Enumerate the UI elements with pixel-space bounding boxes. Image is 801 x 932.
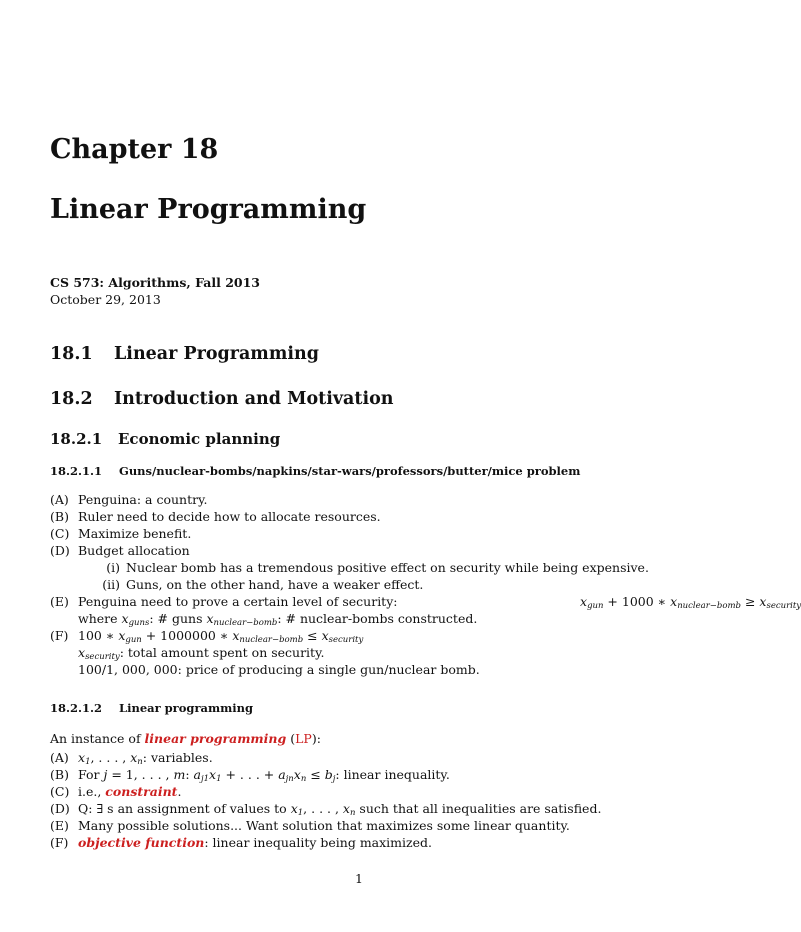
course-name: CS 573: Algorithms, Fall 2013 <box>50 275 261 290</box>
list-item: (D) Budget allocation <box>50 543 190 558</box>
list-item: (D) Q: ∃ s an assignment of values to x1, . . . , xn such that all inequalities are satisfied. <box>50 801 602 818</box>
list-item: (B) Ruler need to decide how to allocate resources. <box>50 509 381 524</box>
list-item: (F) objective function: linear inequality being maximized. <box>50 835 432 850</box>
section-title: Linear Programming <box>114 344 319 364</box>
term-constraint: constraint <box>105 784 178 799</box>
list-item: (A) Penguina: a country. <box>50 492 208 507</box>
chapter-title: Linear Programming <box>50 194 367 225</box>
term-linear-programming: linear programming <box>144 731 287 746</box>
subsubsection-title: Guns/nuclear-bombs/napkins/star-wars/professors/butter/mice problem <box>119 464 581 478</box>
chapter-number: Chapter 18 <box>50 134 219 165</box>
subsubsection-heading-2 <box>50 701 253 715</box>
subsection-number: 18.2.1 <box>50 430 103 448</box>
term-objective-function: objective function <box>78 835 205 850</box>
list-item: (C) i.e., constraint. <box>50 784 182 799</box>
section-number: 18.2 <box>50 389 93 409</box>
list-item: (F) 100 ∗ xgun + 1000000 ∗ xnuclear−bomb ≤ xsecurity <box>50 628 364 645</box>
subsubsection-title: Linear programming <box>119 701 254 715</box>
list-subitem: (i) Nuclear bomb has a tremendous positive effect on security while being expensive. <box>106 560 649 575</box>
list-item-continued: 100/1, 000, 000: price of producing a single gun/nuclear bomb. <box>78 662 480 677</box>
section-title: Introduction and Motivation <box>114 389 394 409</box>
lp-definition-list <box>50 749 601 851</box>
section-heading-2 <box>50 389 394 409</box>
lp-intro: An instance of linear programming (LP): <box>50 731 321 746</box>
problem-list <box>50 491 801 678</box>
subsubsection-heading-1 <box>50 464 580 478</box>
section-heading-1 <box>50 344 319 364</box>
list-subitem: (ii) Guns, on the other hand, have a weaker effect. <box>102 577 424 592</box>
list-item: (B) For j = 1, . . . , m: aj1x1 + . . . + ajnxn ≤ bj: linear inequality. <box>50 767 450 784</box>
list-item-continued: where xguns: # guns xnuclear−bomb: # nuclear-bombs constructed. <box>78 611 478 628</box>
subsection-heading <box>50 430 280 448</box>
subsubsection-number: 18.2.1.1 <box>50 464 103 478</box>
list-item: (A) x1, . . . , xn: variables. <box>50 750 213 767</box>
lecture-date: October 29, 2013 <box>50 292 161 307</box>
abbr-lp: LP <box>295 731 312 746</box>
subsubsection-number: 18.2.1.2 <box>50 701 103 715</box>
list-item: (E) Many possible solutions... Want solution that maximizes some linear quantity. <box>50 818 570 833</box>
section-number: 18.1 <box>50 344 93 364</box>
subsection-title: Economic planning <box>118 430 281 448</box>
security-formula: xgun + 1000 ∗ xnuclear−bomb ≥ xsecurity <box>580 594 801 611</box>
page-number: 1 <box>355 871 363 886</box>
list-item: (E) Penguina need to prove a certain level of security: xgun + 1000 ∗ xnuclear−bomb ≥ xsecurity <box>50 593 649 610</box>
list-item: (C) Maximize benefit. <box>50 526 192 541</box>
list-item-continued: xsecurity: total amount spent on security. <box>78 645 325 662</box>
